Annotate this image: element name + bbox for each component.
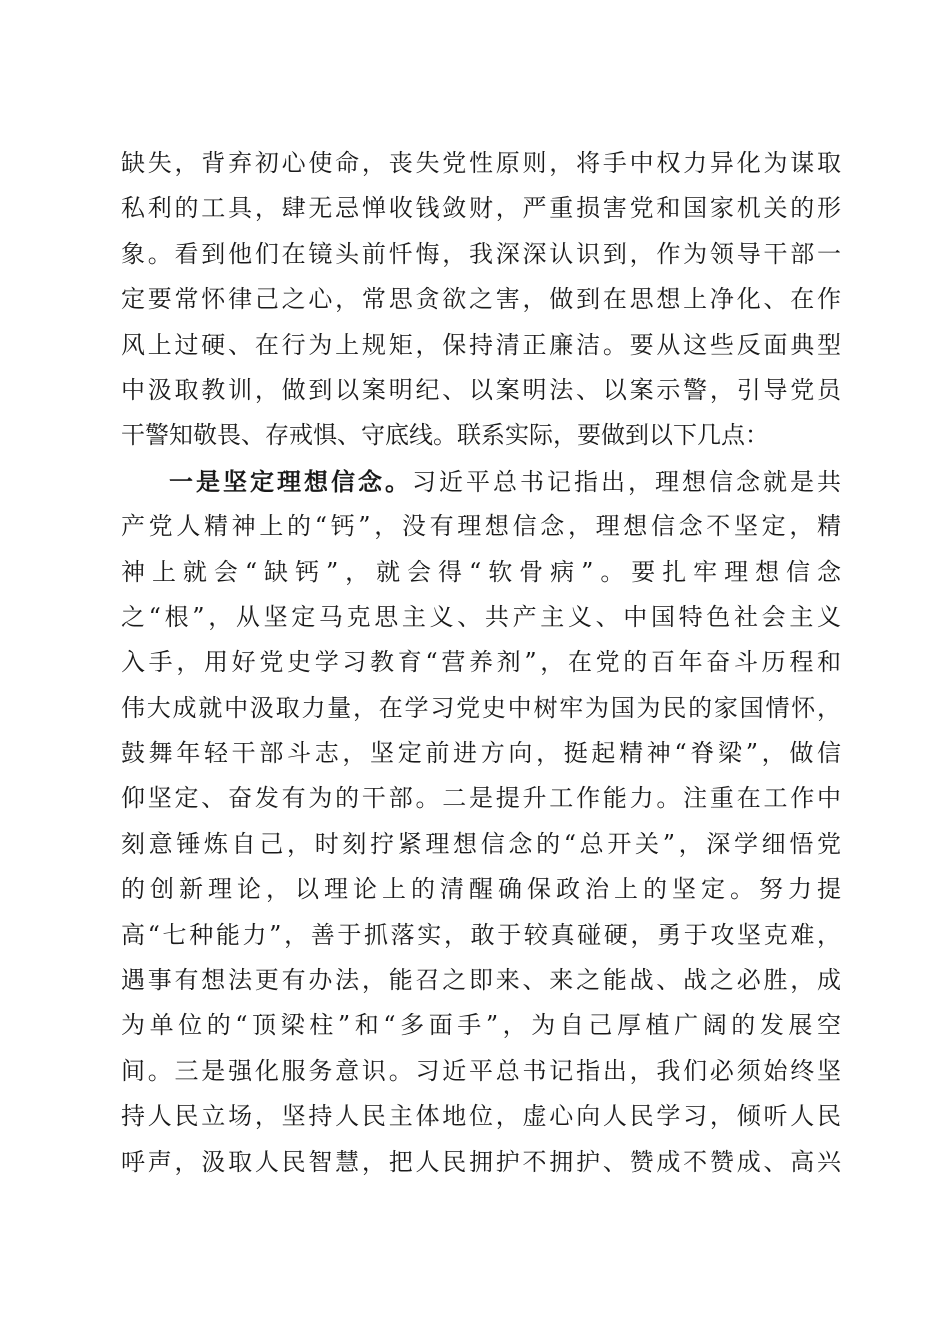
text-line: 之“根”，从坚定马克思主义、共产主义、中国特色社会主义 [121, 602, 841, 631]
text-line: 遇事有想法更有办法，能召之即来、来之能战、战之必胜，成 [121, 966, 841, 995]
paragraph-first-line [121, 459, 841, 504]
body-text [121, 141, 841, 1185]
text-line: 呼声，汲取人民智慧，把人民拥护不拥护、赞成不赞成、高兴 [121, 1147, 841, 1176]
text-line: 风上过硬、在行为上规矩，保持清正廉洁。要从这些反面典型 [121, 330, 841, 359]
text-line: 仰坚定、奋发有为的干部。二是提升工作能力。注重在工作中 [121, 784, 841, 813]
text-line: 定要常怀律己之心，常思贪欲之害，做到在思想上净化、在作 [121, 285, 841, 314]
text-line: 私利的工具，肆无忌惮收钱敛财，严重损害党和国家机关的形 [121, 194, 841, 223]
text-line: 持人民立场，坚持人民主体地位，虚心向人民学习，倾听人民 [121, 1102, 841, 1131]
section-heading: 一是坚定理想信念。 [169, 466, 412, 496]
text-line: 入手，用好党史学习教育“营养剂”，在党的百年奋斗历程和 [121, 648, 841, 677]
text-line: 象。看到他们在镜头前忏悔，我深深认识到，作为领导干部一 [121, 239, 841, 268]
text-line: 中汲取教训，做到以案明纪、以案明法、以案示警，引导党员 [121, 375, 841, 404]
text-line: 神上就会“缺钙”，就会得“软骨病”。要扎牢理想信念 [121, 557, 841, 586]
text-line: 间。三是强化服务意识。习近平总书记指出，我们必须始终坚 [121, 1056, 841, 1085]
text-line: 缺失，背弃初心使命，丧失党性原则，将手中权力异化为谋取 [121, 149, 841, 177]
text-span: 习近平总书记指出，理想信念就是共 [412, 467, 841, 496]
text-line: 的创新理论，以理论上的清醒确保政治上的坚定。努力提 [121, 875, 841, 904]
text-line: 产党人精神上的“钙”，没有理想信念，理想信念不坚定，精 [121, 512, 841, 541]
text-line: 为单位的“顶梁柱”和“多面手”，为自己厚植广阔的发展空 [121, 1011, 841, 1040]
text-line: 高“七种能力”，善于抓落实，敢于较真碰硬，勇于攻坚克难， [121, 920, 841, 949]
text-line: 伟大成就中汲取力量，在学习党史中树牢为国为民的家国情怀， [121, 693, 841, 722]
text-line: 刻意锤炼自己，时刻拧紧理想信念的“总开关”，深学细悟党 [121, 829, 841, 858]
text-line: 干警知敬畏、存戒惧、守底线。联系实际，要做到以下几点： [121, 421, 769, 450]
text-line: 鼓舞年轻干部斗志，坚定前进方向，挺起精神“脊梁”，做信 [121, 739, 841, 768]
